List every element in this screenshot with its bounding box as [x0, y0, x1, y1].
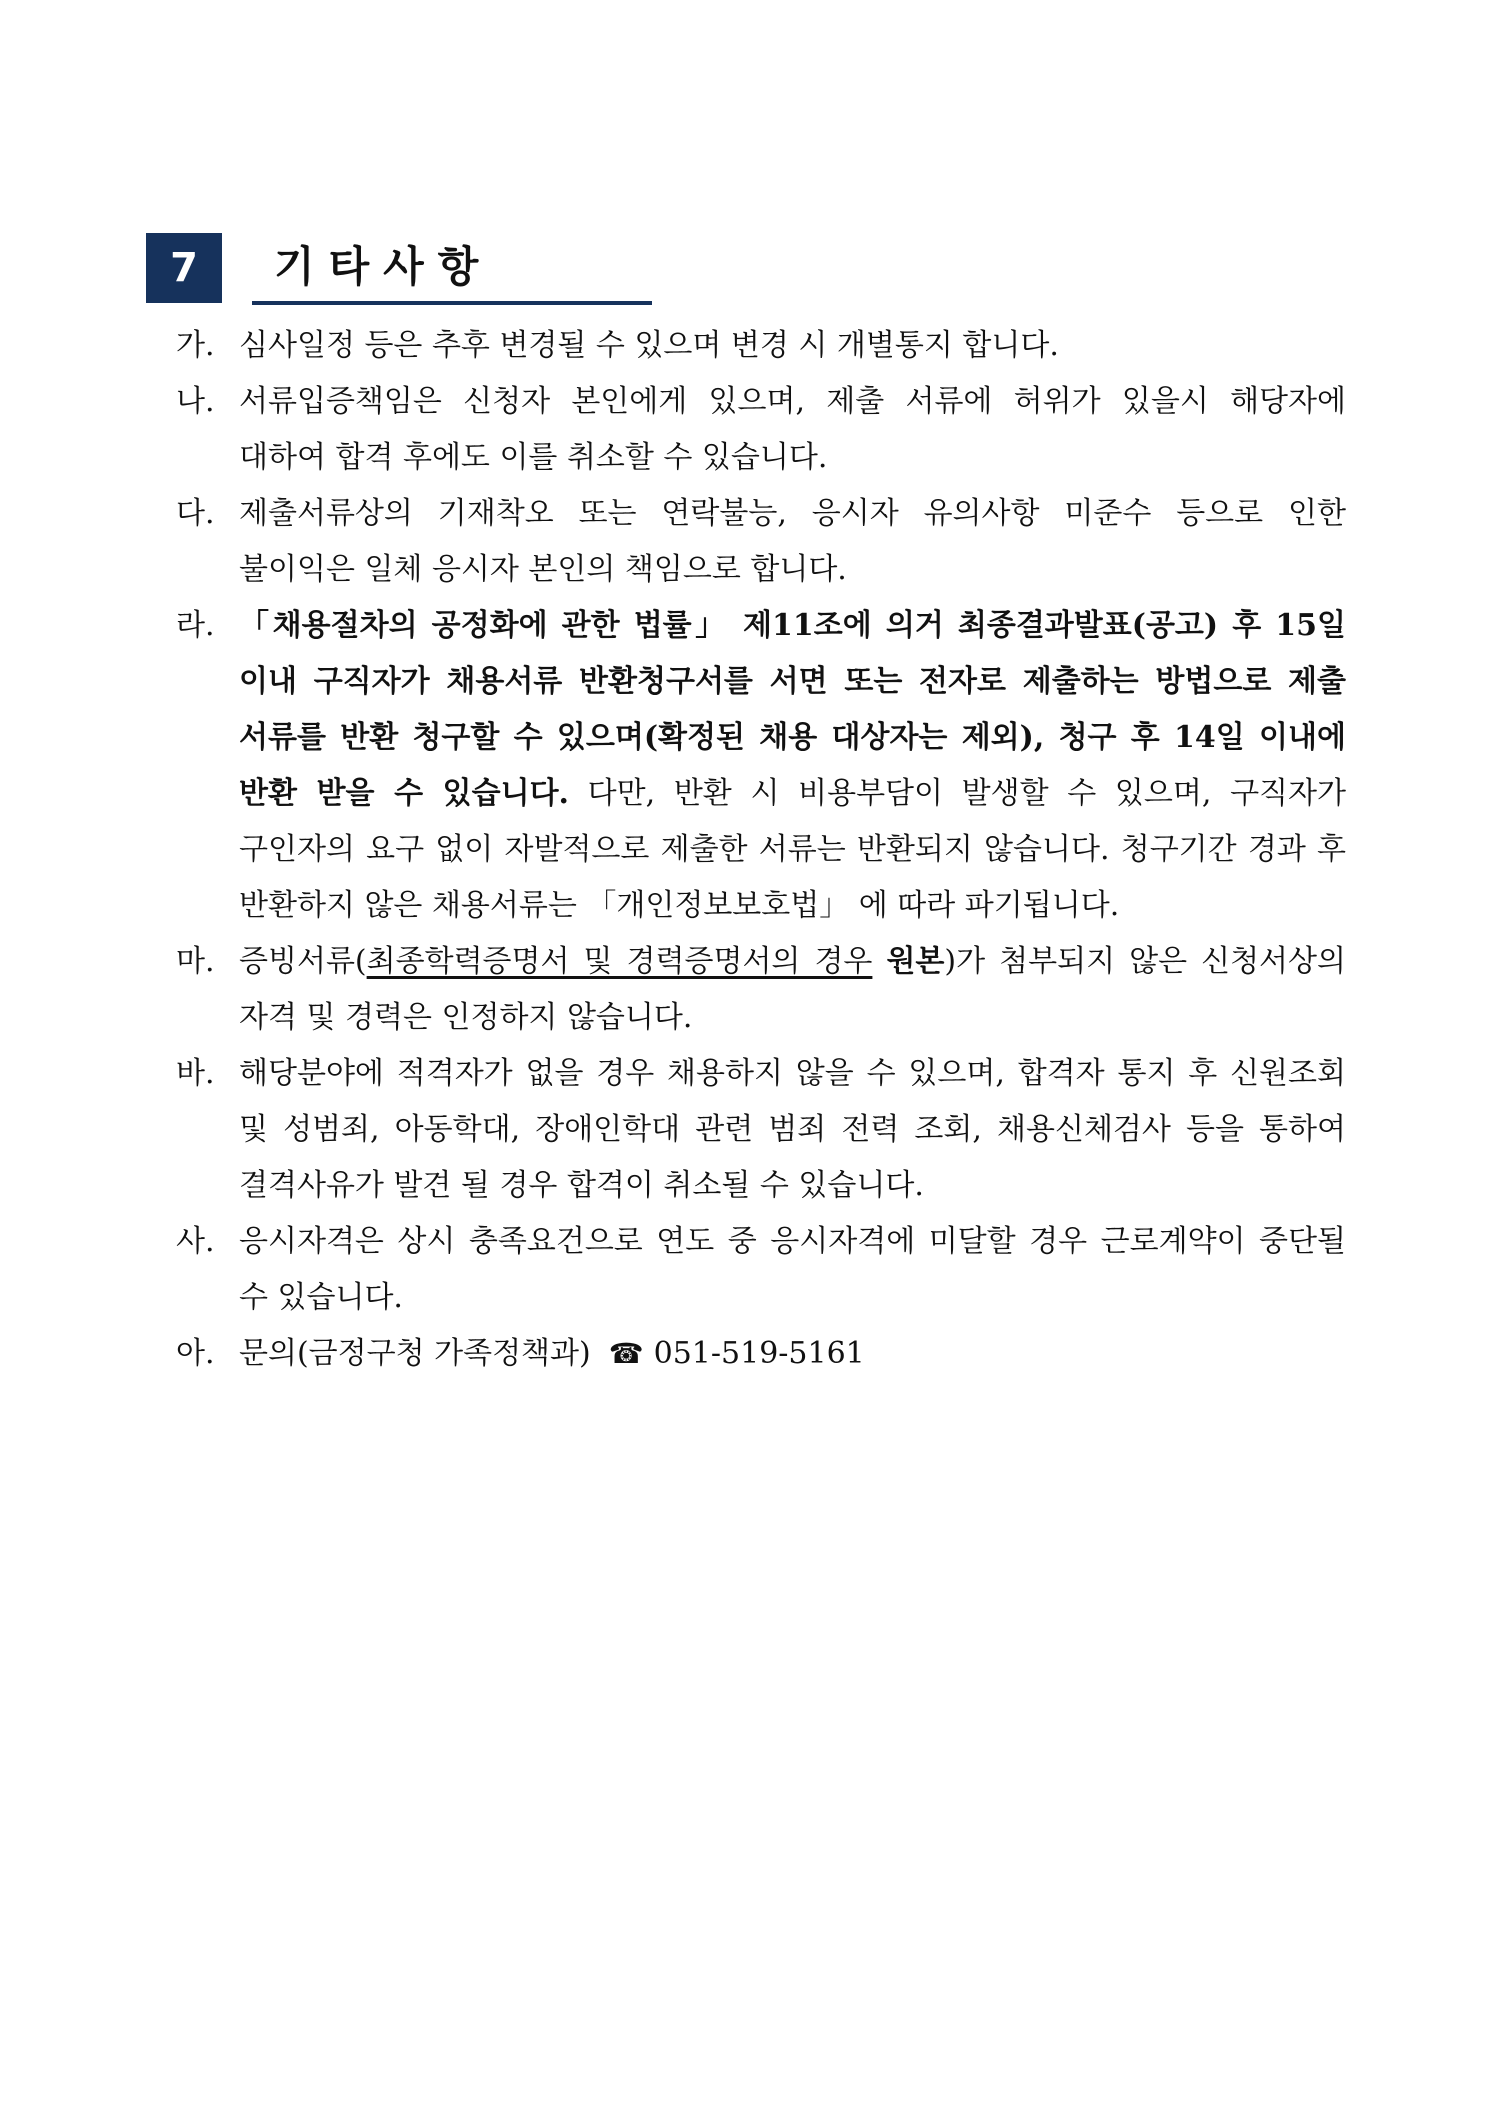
item-text: 해당분야에 적격자가 없을 경우 채용하지 않을 수 있으며, 합격자 통지 후 신원조회 및 성범죄, 아동학대, 장애인학대 관련 범죄 전력 조회, 채용신체검사 등을 통하여 결격사유가 발견 될 경우 합격이 취소될 수 있습니다.: [239, 1056, 1346, 1203]
section-header: [146, 233, 652, 307]
item-marker: 바.: [176, 1056, 215, 1091]
contact-text: 문의(금정구청 가족정책과): [239, 1336, 591, 1371]
list-item: [176, 934, 1346, 1046]
item-marker: 가.: [176, 328, 215, 363]
item-text: 심사일정 등은 추후 변경될 수 있으며 변경 시 개별통지 합니다.: [239, 328, 1059, 363]
item-text: [239, 1326, 1346, 1382]
item-marker: 아.: [176, 1336, 215, 1371]
list-item: [176, 1326, 1346, 1382]
list-item: [176, 598, 1346, 934]
item-text: 서류입증책임은 신청자 본인에게 있으며, 제출 서류에 허위가 있을시 해당자에 대하여 합격 후에도 이를 취소할 수 있습니다.: [239, 384, 1346, 475]
item-marker: 마.: [176, 944, 215, 979]
item-text-bold: 「채용절차의 공정화에 관한 법률」 제11조에 의거 최종결과발표(공고) 후 15일 이내 구직자가 채용서류 반환청구서를 서면 또는 전자로 제출하는 방법으로 제출 서류를 반환 청구할 수 있으며(확정된 채용 대상자는 제외), 청구 후 14일 이내에 반환 받을 수 있습니다.: [239, 608, 1346, 811]
item-marker: 다.: [176, 496, 215, 531]
item-text: [239, 934, 1346, 1046]
telephone-icon: ☎: [608, 1337, 644, 1370]
list-item: [176, 1214, 1346, 1326]
section-number: 7: [146, 233, 222, 303]
list-item: [176, 374, 1346, 486]
notice-list: [176, 318, 1346, 1382]
item-text-bold: 원본: [886, 944, 945, 979]
section-underline: [252, 301, 652, 305]
list-item: [176, 1046, 1346, 1214]
item-text-rest: 다만, 반환 시 비용부담이 발생할 수 있으며, 구직자가 구인자의 요구 없이 자발적으로 제출한 서류는 반환되지 않습니다. 청구기간 경과 후 반환하지 않은 채용서류는 「개인정보보호법」 에 따라 파기됩니다.: [239, 776, 1346, 923]
item-text-space: [872, 944, 886, 979]
item-text-underlined: 최종학력증명서 및 경력증명서의 경우: [366, 944, 873, 979]
list-item: [176, 318, 1346, 374]
item-text: 응시자격은 상시 충족요건으로 연도 중 응시자격에 미달할 경우 근로계약이 중단될 수 있습니다.: [239, 1224, 1346, 1315]
phone-number: 051-519-5161: [653, 1336, 865, 1371]
item-marker: 라.: [176, 608, 215, 643]
item-text-after: )가 첨부되지 않은 신청서상의 자격 및 경력은 인정하지 않습니다.: [239, 944, 1346, 1035]
item-marker: 사.: [176, 1224, 215, 1259]
item-text: [239, 598, 1346, 934]
item-text-before: 증빙서류(: [239, 944, 367, 979]
item-marker: 나.: [176, 384, 215, 419]
item-text: 제출서류상의 기재착오 또는 연락불능, 응시자 유의사항 미준수 등으로 인한 불이익은 일체 응시자 본인의 책임으로 합니다.: [239, 496, 1346, 587]
section-title: 기타사항: [274, 242, 493, 291]
list-item: [176, 486, 1346, 598]
